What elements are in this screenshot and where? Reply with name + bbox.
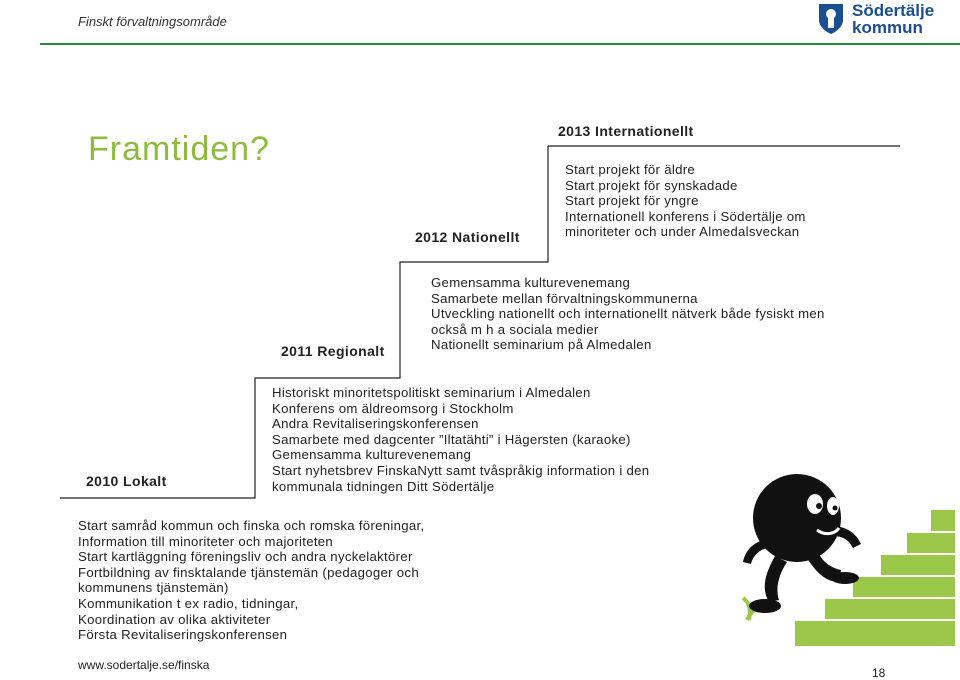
year-label-2010: 2010 Lokalt	[86, 473, 167, 489]
list-item: Information till minoriteter och majoriteten	[78, 533, 334, 549]
list-item: Start kartläggning föreningsliv och andra nyckelaktörer	[78, 549, 413, 565]
list-item: Nationellt seminarium på Almedalen	[431, 337, 652, 353]
list-2012	[431, 275, 825, 353]
list-item: Start nyhetsbrev FinskaNytt samt tvåspråkig information i den	[272, 462, 650, 478]
list-item: Gemensamma kulturevenemang	[431, 275, 631, 290]
list-item: också m h a sociala medier	[431, 321, 599, 337]
list-2011	[272, 385, 649, 494]
list-item: Start projekt för äldre	[565, 162, 696, 177]
list-item: Första Revitaliseringskonferensen	[78, 627, 288, 643]
page-title: Framtiden?	[88, 130, 270, 168]
list-item: Konferens om äldreomsorg i Stockholm	[272, 400, 514, 416]
logo-text-line1: Södertälje	[852, 1, 935, 20]
list-item: Start projekt för synskadade	[565, 177, 738, 193]
year-label-2012: 2012 Nationellt	[415, 229, 520, 245]
list-item: Koordination av olika aktiviteter	[78, 611, 271, 627]
list-item: Samarbete med dagcenter ”Iltatähti” i Hägersten (karaoke)	[272, 431, 631, 447]
list-item: kommunala tidningen Ditt Södertälje	[272, 478, 495, 494]
list-item: Gemensamma kulturevenemang	[272, 447, 472, 463]
list-item: minoriteter och under Almedalsveckan	[565, 224, 800, 240]
list-item: kommunens tjänstemän)	[78, 580, 229, 596]
header-subtitle: Finskt förvaltningsområde	[78, 14, 227, 29]
list-item: Kommunikation t ex radio, tidningar,	[78, 595, 299, 611]
list-2013	[565, 162, 806, 240]
list-item: Internationell konferens i Södertälje om	[565, 208, 806, 224]
logo-text-line2: kommun	[852, 18, 923, 37]
list-item: Utveckling nationellt och internationellt nätverk både fysiskt men	[431, 306, 825, 322]
list-item: Start samråd kommun och finska och romska föreningar,	[78, 518, 425, 533]
list-2010	[78, 518, 424, 643]
stair-climber-illustration	[735, 470, 955, 650]
list-item: Andra Revitaliseringskonferensen	[272, 416, 479, 432]
year-label-2011: 2011 Regionalt	[281, 343, 385, 359]
year-label-2013: 2013 Internationellt	[558, 123, 694, 139]
page-number: 18	[872, 666, 886, 680]
list-item: Fortbildning av finsktalande tjänstemän (pedagoger och	[78, 564, 419, 580]
list-item: Start projekt för yngre	[565, 193, 699, 209]
footer-url: www.sodertalje.se/finska	[78, 658, 210, 672]
list-item: Historiskt minoritetspolitiskt seminarium i Almedalen	[272, 385, 591, 400]
list-item: Samarbete mellan förvaltningskommunerna	[431, 290, 698, 306]
